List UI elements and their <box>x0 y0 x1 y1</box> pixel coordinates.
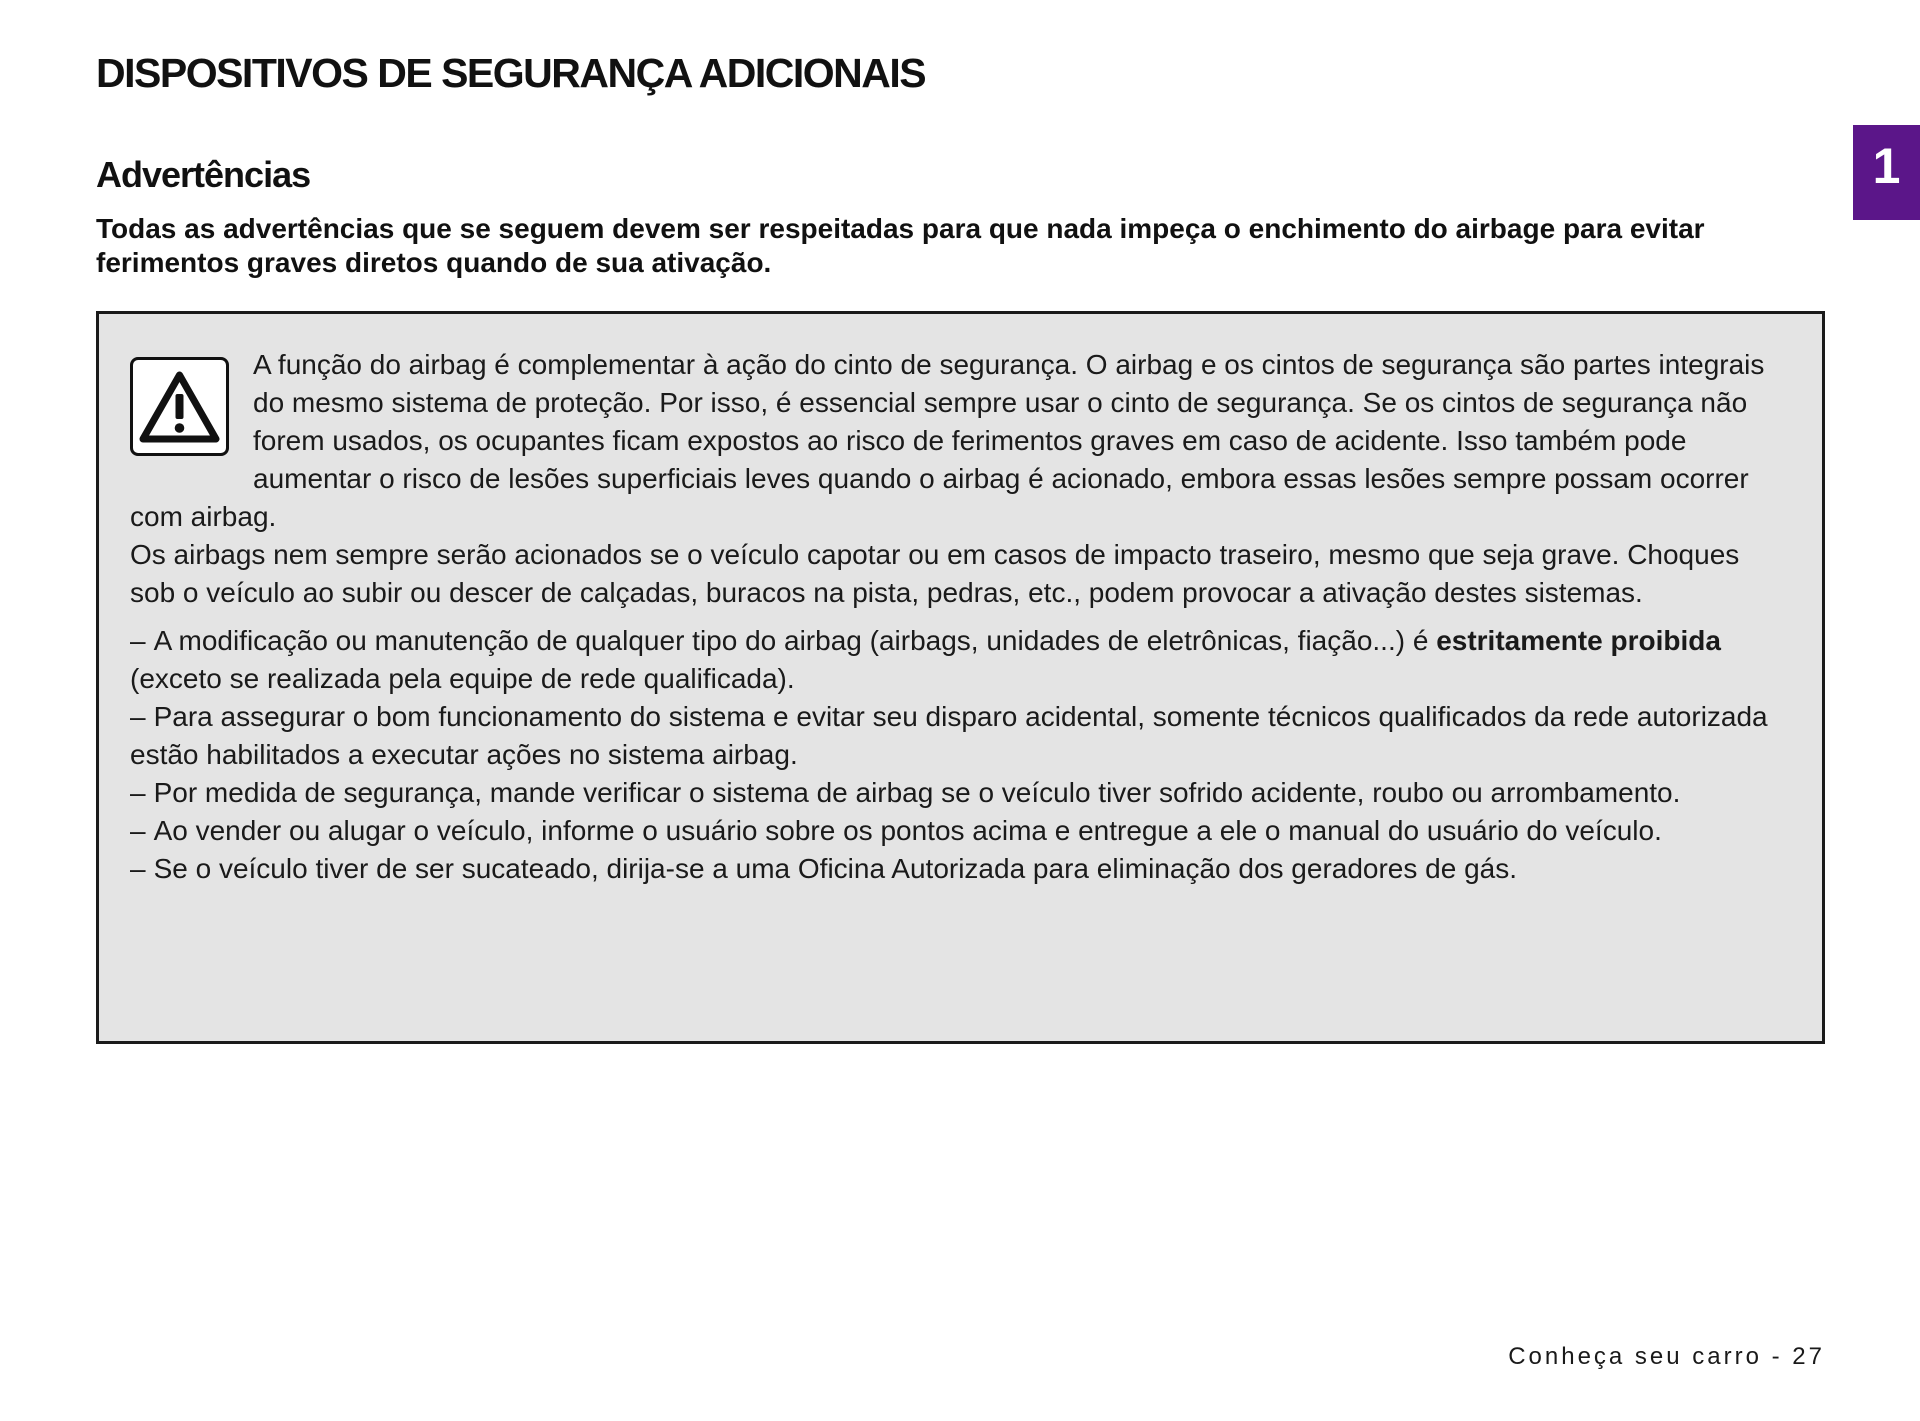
warning-bullet-2 <box>130 698 1792 774</box>
bullet-5-text: Se o veículo tiver de ser sucateado, dirija-se a uma Oficina Autorizada para eliminação dos geradores de gás. <box>153 853 1518 884</box>
bullet-dash: – <box>130 777 146 808</box>
warning-paragraph-2: Os airbags nem sempre serão acionados se o veículo capotar ou em casos de impacto traseiro, mesmo que seja grave. Choques sob o veículo ao subir ou descer de calçadas, buracos na pista, pedras, etc., podem provocar a ativação destes sistemas. <box>130 539 1740 608</box>
bullet-2-text: Para assegurar o bom funcionamento do sistema e evitar seu disparo acidental, somente técnicos qualificados da rede autorizada estão habilitados a executar ações no sistema airbag. <box>130 701 1768 770</box>
warning-triangle-svg <box>138 369 221 445</box>
bullet-1-text-end: (exceto se realizada pela equipe de rede qualificada). <box>130 663 795 694</box>
warning-paragraph-1: A função do airbag é complementar à ação do cinto de segurança. O airbag e os cintos de segurança são partes integrais do mesmo sistema de proteção. Por isso, é essencial sempre usar o cinto de segurança. Se os cintos de segurança não forem usados, os ocupantes ficam expostos ao risco de ferimentos graves em caso de acidente. Isso também pode aumentar o risco de lesões superficiais leves quando o airbag é acionado, embora essas lesões sempre possam ocorrer com airbag. <box>130 349 1765 532</box>
warning-bullet-5 <box>130 850 1792 888</box>
section-title: Advertências <box>96 154 311 195</box>
warning-box <box>96 311 1825 1044</box>
bullet-dash: – <box>130 701 146 732</box>
page-title: DISPOSITIVOS DE SEGURANÇA ADICIONAIS <box>96 50 926 96</box>
bullet-1-text: A modificação ou manutenção de qualquer tipo do airbag (airbags, unidades de eletrônicas, fiação...) é <box>153 625 1437 656</box>
bullet-4-text: Ao vender ou alugar o veículo, informe o usuário sobre os pontos acima e entregue a ele o manual do usuário do veículo. <box>153 815 1662 846</box>
chapter-tab: 1 <box>1853 125 1920 220</box>
warning-bullet-list <box>130 622 1792 888</box>
bullet-1-emphasis: estritamente proibida <box>1436 625 1721 656</box>
warning-bullet-4 <box>130 812 1792 850</box>
bullet-dash: – <box>130 815 146 846</box>
bullet-3-text: Por medida de segurança, mande verificar o sistema de airbag se o veículo tiver sofrido acidente, roubo ou arrombamento. <box>153 777 1681 808</box>
bullet-dash: – <box>130 625 146 656</box>
intro-text: Todas as advertências que se seguem devem ser respeitadas para que nada impeça o enchimento do airbage para evitar ferimentos graves diretos quando de sua ativação. <box>96 213 1705 278</box>
warning-bullet-1 <box>130 622 1792 698</box>
page-footer: Conheça seu carro - 27 <box>1508 1343 1825 1370</box>
warning-triangle-icon <box>130 357 229 456</box>
warning-bullet-3 <box>130 774 1792 812</box>
bullet-dash: – <box>130 853 146 884</box>
